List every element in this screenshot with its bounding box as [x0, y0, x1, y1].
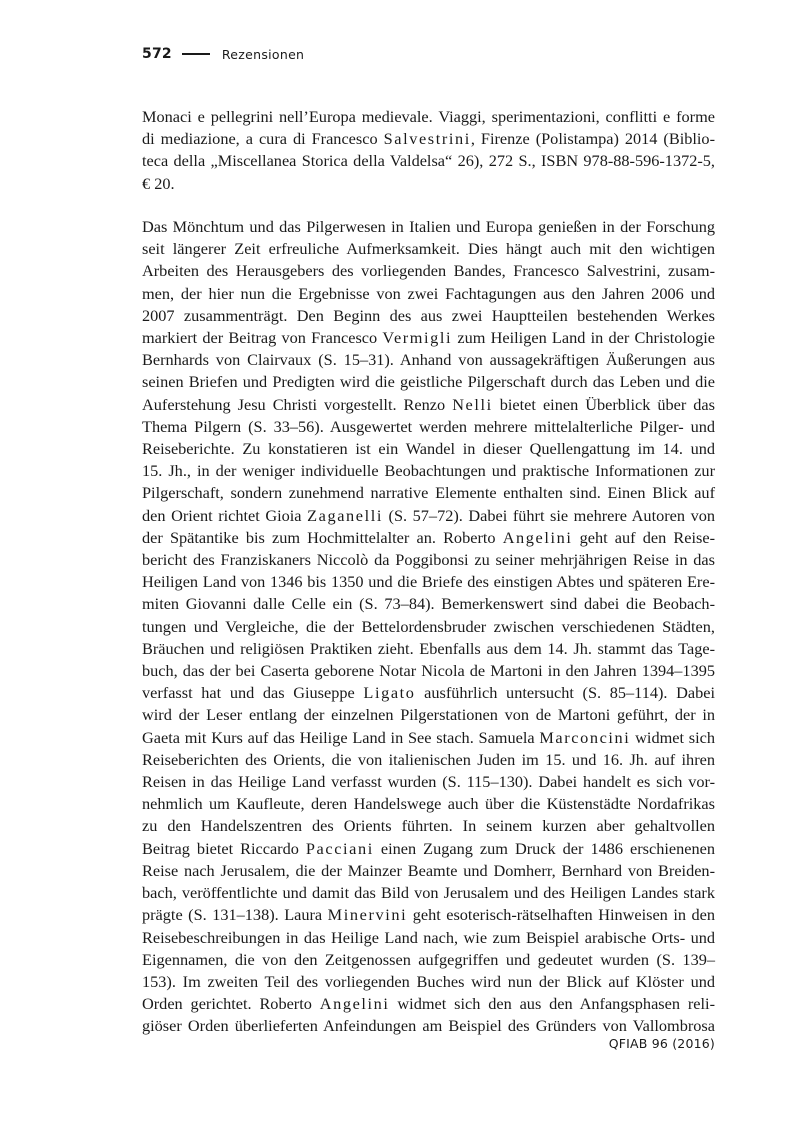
citation-line: Monaci e pellegrini nell’Europa medievale. Viaggi, sperimentazioni, conflitti e forme [142, 107, 715, 126]
body-line: wird der Leser entlang der einzelnen Pilgerstationen von de Martoni geführt, der in [142, 705, 715, 725]
page-header [142, 44, 304, 64]
body-line: seinen Briefen und Predigten wird die geistliche Pilgerschaft durch das Leben und die [142, 372, 715, 392]
body-line: Gaeta mit Kurs auf das Heilige Land in See stach. Samuela Marconcini widmet sich [142, 727, 715, 747]
body-line: 15. Jh., in der weniger individuelle Beobachtungen und praktische Informationen zur [142, 461, 715, 481]
body-line: miten Giovanni dalle Celle ein (S. 73–84). Bemerkenswert sind dabei die Beobach- [142, 594, 715, 614]
editor-name: Salvestrini [383, 129, 471, 149]
body-line: Beitrag bietet Riccardo Pacciani einen Zugang zum Druck der 1486 erschienenen [142, 838, 716, 858]
body-line: bach, veröffentlichte und damit das Bild von Jerusalem und des Heiligen Landes stark [142, 883, 715, 903]
review-citation [142, 106, 715, 195]
running-head: Rezensionen [221, 46, 305, 62]
body-line: 153). Im zweiten Teil des vorliegenden Buches wird nun der Blick auf Klöster und [142, 971, 715, 991]
body-line: Auferstehung Jesu Christi vorgestellt. Renzo Nelli bietet einen Überblick über das [142, 394, 715, 414]
body-line: Bernhards von Clairvaux (S. 15–31). Anhand von aussagekräftigen Äußerungen aus [142, 350, 715, 370]
body-line: buch, das der bei Caserta geborene Notar Nicola de Martoni in den Jahren 1394–1395 [142, 661, 715, 681]
journal-footer: QFIAB 96 (2016) [608, 1036, 715, 1051]
body-line: markiert der Beitrag von Francesco Vermigli zum Heiligen Land in der Christologie [142, 328, 715, 348]
citation-line: di mediazione, a cura di Francesco Salvestrini, Firenze (Polistampa) 2014 (Biblio- [142, 129, 715, 149]
author-name: Minervini [327, 905, 408, 925]
body-line: Eigennamen, die von den Zeitgenossen aufgegriffen und gedeutet wurden (S. 139– [142, 949, 715, 969]
body-line: Heiligen Land von 1346 bis 1350 und die Briefe des einstigen Abtes und späteren Ere- [142, 572, 715, 592]
author-name: Angelini [319, 994, 390, 1014]
author-name: Ligato [363, 683, 416, 703]
author-name: Angelini [502, 527, 573, 547]
author-name: Pacciani [305, 838, 374, 858]
body-line: der Spätantike bis zum Hochmittelalter an. Roberto Angelini geht auf den Reise- [142, 527, 716, 547]
body-line: men, der hier nun die Ergebnisse von zwei Fachtagungen aus den Jahren 2006 und [142, 283, 715, 303]
body-line: Reisebeschreibungen in das Heilige Land nach, wie zum Beispiel arabische Orts- und [142, 927, 715, 947]
header-rule [182, 53, 210, 56]
body-line: Orden gerichtet. Roberto Angelini widmet sich den aus den Anfangsphasen reli- [142, 994, 715, 1014]
page-number: 572 [142, 46, 172, 62]
author-name: Nelli [452, 394, 493, 414]
body-line: Das Mönchtum und das Pilgerwesen in Italien und Europa genießen in der Forschung [142, 217, 715, 236]
body-line: 2007 zusammenträgt. Den Beginn des aus zwei Hauptteilen bestehenden Werkes [142, 305, 715, 325]
author-name: Zaganelli [307, 505, 383, 525]
body-line: Reisen in das Heilige Land verfasst wurden (S. 115–130). Dabei handelt es sich vor- [142, 772, 715, 792]
body-line: zu den Handelszentren des Orients führten. In seinem kurzen aber gehaltvollen [142, 816, 715, 836]
body-line: bericht des Franziskaners Niccolò da Poggibonsi zu seiner mehrjährigen Reise in das [142, 550, 715, 570]
author-name: Vermigli [382, 328, 453, 348]
body-line: verfasst hat und das Giuseppe Ligato ausführlich untersucht (S. 85–114). Dabei [142, 683, 715, 703]
body-line: Arbeiten des Herausgebers des vorliegenden Bandes, Francesco Salvestrini, zusam- [142, 261, 715, 281]
body-line: tungen und Vergleiche, die der Bettelordensbruder zwischen verschiedenen Städten, [142, 616, 715, 636]
body-line: nehmlich um Kaufleute, deren Handelswege auch über die Küstenstädte Nordafrikas [142, 794, 715, 814]
body-line: Thema Pilgern (S. 33–56). Ausgewertet werden mehrere mittelalterliche Pilger- und [142, 416, 715, 436]
body-line: giöser Orden überlieferten Anfeindungen am Beispiel des Gründers von Vallombrosa [142, 1016, 715, 1036]
author-name: Marconcini [539, 727, 631, 747]
body-line: den Orient richtet Gioia Zaganelli (S. 57–72). Dabei führt sie mehrere Autoren von [142, 505, 715, 525]
body-line: prägte (S. 131–138). Laura Minervini geht esoterisch-rätselhaften Hinweisen in den [142, 905, 715, 925]
review-body [142, 216, 715, 1038]
body-line: Pilgerschaft, sondern zunehmend narrative Elemente enthalten sind. Einen Blick auf [142, 483, 715, 503]
body-line: Reiseberichten des Orients, die von italienischen Juden im 15. und 16. Jh. auf ihren [142, 749, 715, 769]
citation-line: € 20. [142, 173, 175, 193]
body-line: Reiseberichte. Zu konstatieren ist ein Wandel in dieser Quellengattung im 14. und [142, 439, 715, 459]
body-line: Bräuchen und religiösen Praktiken zieht. Ebenfalls aus dem 14. Jh. stammt das Tage- [142, 638, 715, 658]
body-line: Reise nach Jerusalem, die der Mainzer Beamte und Domherr, Bernhard von Breiden- [142, 860, 715, 880]
body-line: seit längerer Zeit erfreuliche Aufmerksamkeit. Dies hängt auch mit den wichtigen [142, 239, 715, 259]
citation-line: teca della „Miscellanea Storica della Valdelsa“ 26), 272 S., ISBN 978-88-596-1372-5, [142, 151, 715, 171]
